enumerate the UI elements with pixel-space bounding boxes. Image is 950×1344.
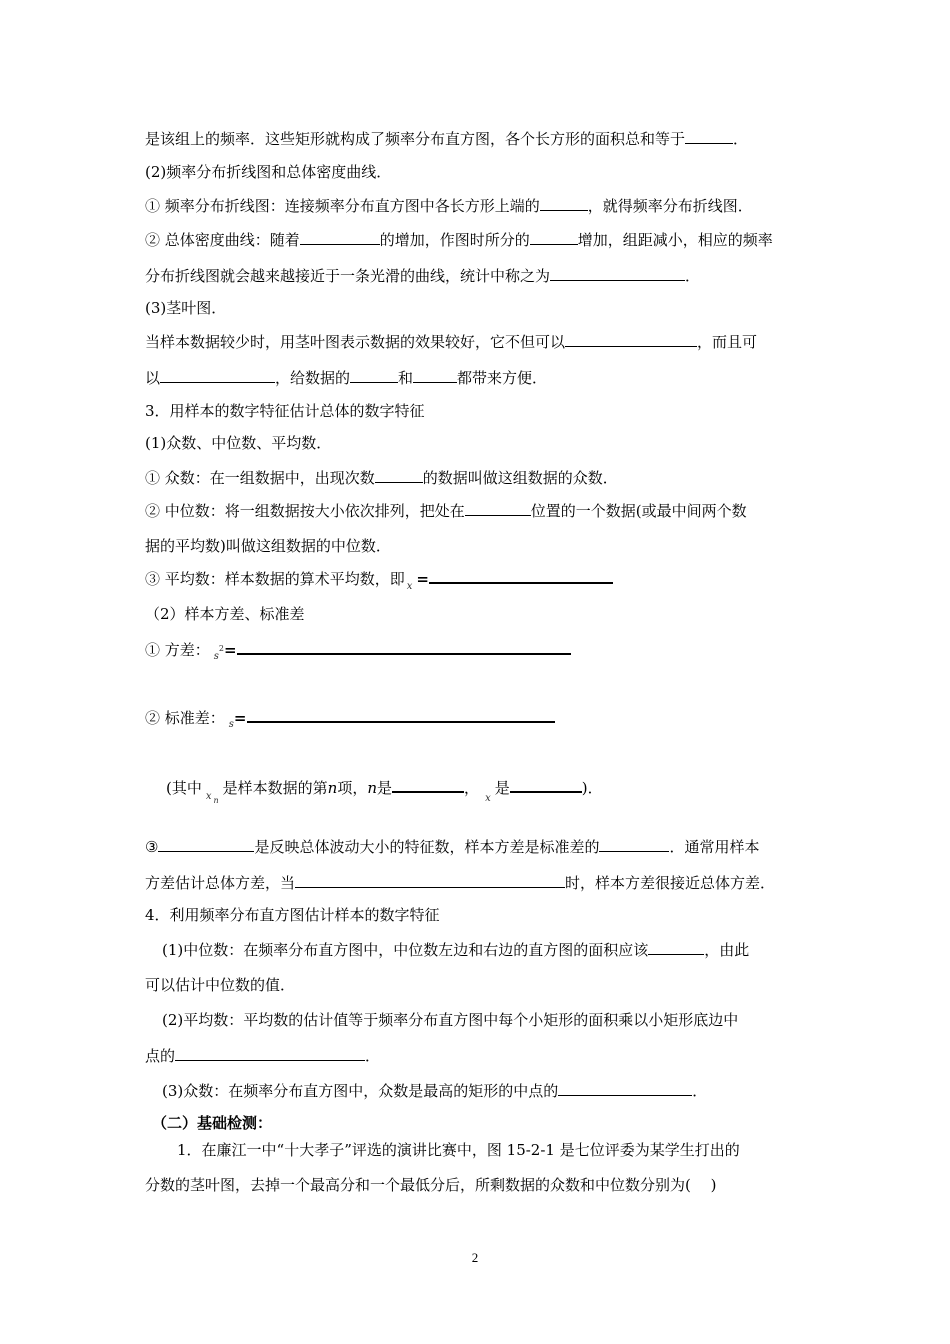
text-line: ② 总体密度曲线：随着 的增加，作图时所分的 增加，组距减小，相应的频率 xyxy=(145,231,773,249)
section-heading: 3．用样本的数字特征估计总体的数字特征 xyxy=(145,402,425,420)
text-line: (3)茎叶图． xyxy=(145,299,227,317)
text-line: 方差估计总体方差，当 时，样本方差很接近总体方差． xyxy=(145,874,776,892)
text-line: ① 频率分布折线图：连接频率分布直方图中各长方形上端的 ，就得频率分布折线图． xyxy=(145,197,753,215)
text-line: 分布折线图就会越来越接近于一条光滑的曲线，统计中称之为 ． xyxy=(145,267,701,285)
question-text: 分数的茎叶图，去掉一个最高分和一个最低分后，所剩数据的众数和中位数分别为( ) xyxy=(145,1176,717,1194)
text-line: （2）样本方差、标准差 xyxy=(145,605,305,623)
text-line: ② 中位数：将一组数据按大小依次排列，把处在 位置的一个数据(或最中间两个数 xyxy=(145,502,747,520)
text-line: 以 ，给数据的 和 都带来方便． xyxy=(145,369,548,387)
section-heading: 4．利用频率分布直方图估计样本的数字特征 xyxy=(145,906,440,924)
text-line: (其中 $_x$ $_n$是样本数据的第n项，n是 ，$_x$是 )． xyxy=(166,776,603,801)
s-symbol: s xyxy=(213,651,219,662)
text-line: 点的 ． xyxy=(145,1047,381,1065)
text-line: ② 标准差： $_s$= xyxy=(145,706,555,731)
x-bar-symbol: x xyxy=(406,581,413,592)
text-line: (3)众数：在频率分布直方图中，众数是最高的矩形的中点的 ． xyxy=(162,1082,708,1100)
text-line: (2)频率分布折线图和总体密度曲线． xyxy=(145,163,392,181)
text-line: 据的平均数)叫做这组数据的中位数． xyxy=(145,537,391,555)
text-line: ③ 是反映总体波动大小的特征数，样本方差是标准差的 ．通常用样本 xyxy=(145,838,760,856)
text-line: 当样本数据较少时，用茎叶图表示数据的效果较好，它不但可以 ，而且可 xyxy=(145,333,758,351)
text-line: (1)众数、中位数、平均数． xyxy=(145,434,332,452)
text-line: ③ 平均数：样本数据的算术平均数，即 $_x$ = xyxy=(145,567,613,592)
question-text: 1．在廉江一中“十大孝子”评选的演讲比赛中，图 15-2-1 是七位评委为某学生打出的 xyxy=(177,1141,740,1159)
s-symbol: s xyxy=(228,719,234,730)
text-line: ① 众数：在一组数据中，出现次数 的数据叫做这组数据的众数． xyxy=(145,469,618,487)
text-line: 是该组上的频率．这些矩形就构成了频率分布直方图，各个长方形的面积总和等于 ． xyxy=(145,130,749,148)
section-heading: （二）基础检测： xyxy=(152,1114,273,1132)
text-line: 可以估计中位数的值． xyxy=(145,976,296,994)
page-number: 2 xyxy=(471,1250,479,1265)
text-line: (1)中位数：在频率分布直方图中，中位数左边和右边的直方图的面积应该 ，由此 xyxy=(162,941,750,959)
text-line: (2)平均数：平均数的估计值等于频率分布直方图中每个小矩形的面积乘以小矩形底边中 xyxy=(162,1011,739,1029)
text-line: ① 方差： $_s^2$= xyxy=(145,638,571,663)
